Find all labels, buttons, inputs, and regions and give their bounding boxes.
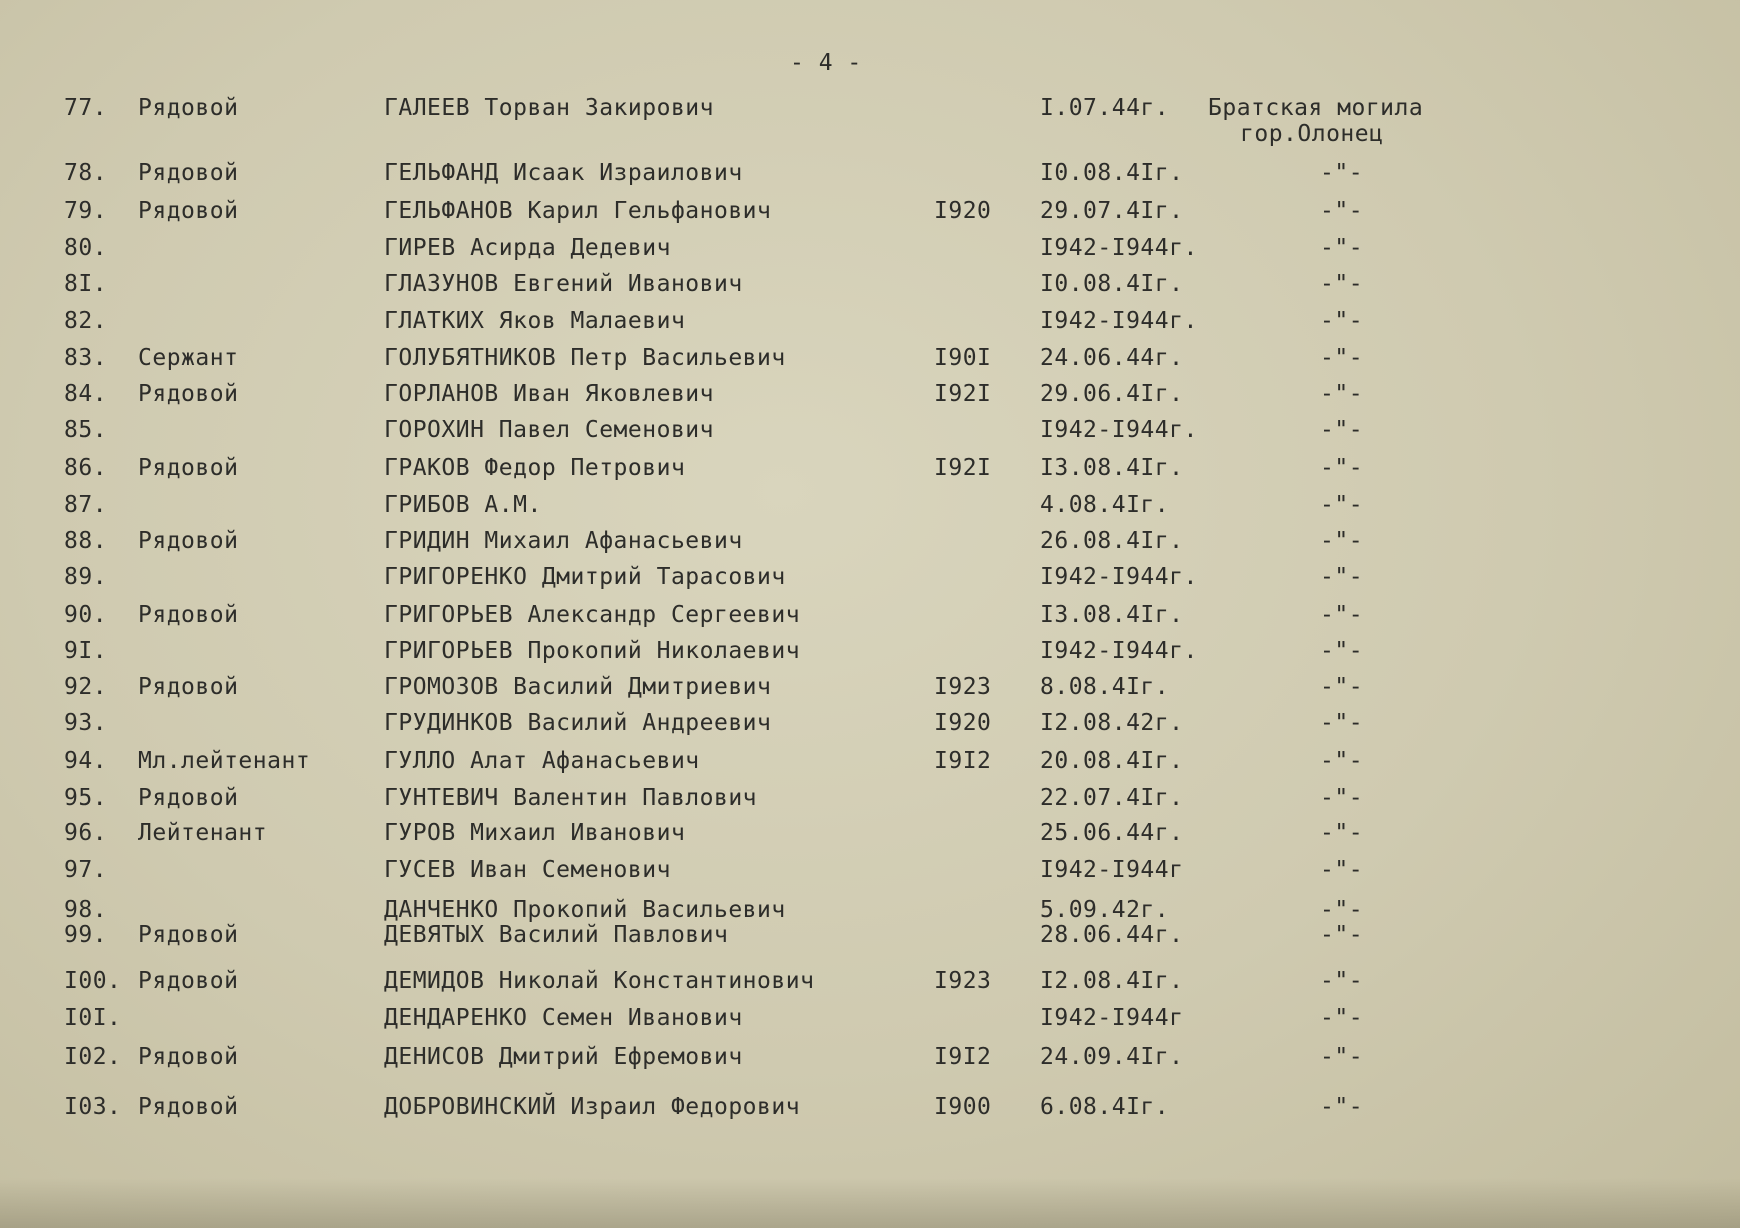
entry-name: ГРИГОРЬЕВ Александр Сергеевич [384, 602, 801, 628]
entry-burial-place-ditto: -"- [1320, 748, 1364, 774]
entry-name: ДЕВЯТЫХ Василий Павлович [384, 922, 729, 948]
entry-burial-place-ditto: -"- [1320, 857, 1364, 883]
entry-name: ГОРЛАНОВ Иван Яковлевич [384, 381, 714, 407]
list-item [0, 345, 1740, 375]
entry-name: ГАЛЕЕВ Торван Закирович [384, 95, 714, 121]
entry-burial-place-ditto: -"- [1320, 345, 1364, 371]
entry-death-date: I942-I944г. [1040, 564, 1198, 590]
entry-death-date: I0.08.4Iг. [1040, 160, 1184, 186]
list-item [0, 820, 1740, 850]
list-item [0, 198, 1740, 228]
entry-number: I02. [64, 1044, 122, 1070]
entry-number: I03. [64, 1094, 122, 1120]
list-item [0, 638, 1740, 668]
entry-number: 99. [64, 922, 108, 948]
entry-death-date: 26.08.4Iг. [1040, 528, 1184, 554]
entry-death-date: 20.08.4Iг. [1040, 748, 1184, 774]
entry-rank: Рядовой [138, 95, 239, 121]
list-item [0, 235, 1740, 265]
entry-birth-year: I923 [934, 968, 992, 994]
entry-number: 84. [64, 381, 108, 407]
entry-death-date: I0.08.4Iг. [1040, 271, 1184, 297]
entry-number: 89. [64, 564, 108, 590]
entry-rank: Рядовой [138, 1094, 239, 1120]
entry-name: ДАНЧЕНКО Прокопий Васильевич [384, 897, 786, 923]
entry-name: ГЛАТКИХ Яков Малаевич [384, 308, 686, 334]
entry-birth-year: I9I2 [934, 748, 992, 774]
entry-number: 98. [64, 897, 108, 923]
entry-name: ГЕЛЬФАНД Исаак Израилович [384, 160, 743, 186]
entry-number: 86. [64, 455, 108, 481]
entry-rank: Рядовой [138, 602, 239, 628]
entry-burial-place-ditto: -"- [1320, 922, 1364, 948]
list-item [0, 160, 1740, 190]
entry-death-date: I942-I944г. [1040, 638, 1198, 664]
entry-number: 85. [64, 417, 108, 443]
entry-burial-place-ditto: -"- [1320, 1044, 1364, 1070]
entry-rank: Рядовой [138, 922, 239, 948]
entry-burial-place-ditto: -"- [1320, 785, 1364, 811]
entry-name: ГЕЛЬФАНОВ Карил Гельфанович [384, 198, 772, 224]
entry-number: 97. [64, 857, 108, 883]
entry-burial-place-ditto: -"- [1320, 492, 1364, 518]
entry-death-date: 28.06.44г. [1040, 922, 1184, 948]
entry-name: ГРОМОЗОВ Василий Дмитриевич [384, 674, 772, 700]
list-item [0, 381, 1740, 411]
entry-number: 94. [64, 748, 108, 774]
entry-burial-place-ditto: -"- [1320, 308, 1364, 334]
entry-burial-place-ditto: -"- [1320, 674, 1364, 700]
entry-death-date: 4.08.4Iг. [1040, 492, 1170, 518]
entry-rank: Рядовой [138, 198, 239, 224]
entry-death-date: I3.08.4Iг. [1040, 602, 1184, 628]
entry-burial-place-ditto: -"- [1320, 897, 1364, 923]
entry-name: ГРИБОВ А.М. [384, 492, 542, 518]
entry-name: ГУЛЛО Алат Афанасьевич [384, 748, 700, 774]
entry-number: 92. [64, 674, 108, 700]
entry-birth-year: I900 [934, 1094, 992, 1120]
entry-death-date: 22.07.4Iг. [1040, 785, 1184, 811]
entry-name: ГРУДИНКОВ Василий Андреевич [384, 710, 772, 736]
entry-number: 87. [64, 492, 108, 518]
list-item [0, 271, 1740, 301]
entry-rank: Рядовой [138, 528, 239, 554]
entry-birth-year: I90I [934, 345, 992, 371]
entry-death-date: I.07.44г. [1040, 95, 1170, 121]
entry-name: ГРАКОВ Федор Петрович [384, 455, 686, 481]
entry-name: ГРИГОРЕНКО Дмитрий Тарасович [384, 564, 786, 590]
list-item [0, 710, 1740, 740]
list-item [0, 455, 1740, 485]
list-item [0, 564, 1740, 594]
entry-death-date: 5.09.42г. [1040, 897, 1170, 923]
list-item [0, 308, 1740, 338]
list-item [0, 748, 1740, 778]
entry-name: ДЕНДАРЕНКО Семен Иванович [384, 1005, 743, 1031]
entry-burial-place-ditto: -"- [1320, 710, 1364, 736]
entry-rank: Рядовой [138, 968, 239, 994]
list-item [0, 922, 1740, 952]
entry-burial-place-ditto: -"- [1320, 1094, 1364, 1120]
list-item [0, 1005, 1740, 1035]
entry-number: 8I. [64, 271, 108, 297]
list-item [0, 857, 1740, 887]
entry-burial-place-ditto: -"- [1320, 1005, 1364, 1031]
entry-number: 80. [64, 235, 108, 261]
entry-death-date: I942-I944г. [1040, 235, 1198, 261]
entry-death-date: I942-I944г [1040, 857, 1184, 883]
entry-name: ГЛАЗУНОВ Евгений Иванович [384, 271, 743, 297]
entry-birth-year: I923 [934, 674, 992, 700]
entry-burial-place-ditto: -"- [1320, 602, 1364, 628]
entry-burial-place-ditto: -"- [1320, 381, 1364, 407]
entry-number: 95. [64, 785, 108, 811]
entry-burial-place-ditto: -"- [1320, 564, 1364, 590]
entry-birth-year: I920 [934, 198, 992, 224]
entry-death-date: 25.06.44г. [1040, 820, 1184, 846]
entry-burial-place-ditto: -"- [1320, 417, 1364, 443]
entry-number: 90. [64, 602, 108, 628]
entry-rank: Рядовой [138, 381, 239, 407]
entry-number: I0I. [64, 1005, 122, 1031]
entry-burial-place-ditto: -"- [1320, 820, 1364, 846]
page-number: - 4 - [790, 50, 862, 76]
list-item [0, 417, 1740, 447]
entry-death-date: I942-I944г. [1040, 417, 1198, 443]
entry-rank: Сержант [138, 345, 239, 371]
entry-rank: Рядовой [138, 1044, 239, 1070]
page-bottom-edge [0, 1178, 1740, 1228]
list-item [0, 528, 1740, 558]
entry-death-date: 29.06.4Iг. [1040, 381, 1184, 407]
entry-name: ДОБРОВИНСКИЙ Израил Федорович [384, 1094, 801, 1120]
entry-number: 82. [64, 308, 108, 334]
entry-death-date: 29.07.4Iг. [1040, 198, 1184, 224]
entry-number: 77. [64, 95, 108, 121]
entry-death-date: I2.08.4Iг. [1040, 968, 1184, 994]
entry-burial-place-ditto: -"- [1320, 198, 1364, 224]
entry-number: 9I. [64, 638, 108, 664]
entry-death-date: I3.08.4Iг. [1040, 455, 1184, 481]
entry-burial-place-ditto: -"- [1320, 638, 1364, 664]
entry-death-date: I942-I944г [1040, 1005, 1184, 1031]
entry-name: ГУНТЕВИЧ Валентин Павлович [384, 785, 758, 811]
entry-burial-place-ditto: -"- [1320, 160, 1364, 186]
entry-number: 96. [64, 820, 108, 846]
entry-rank: Рядовой [138, 785, 239, 811]
entry-birth-year: I92I [934, 381, 992, 407]
entry-number: 83. [64, 345, 108, 371]
entry-name: ГРИГОРЬЕВ Прокопий Николаевич [384, 638, 801, 664]
entry-birth-year: I920 [934, 710, 992, 736]
entry-number: 93. [64, 710, 108, 736]
entry-name: ДЕНИСОВ Дмитрий Ефремович [384, 1044, 743, 1070]
entry-death-date: I2.08.42г. [1040, 710, 1184, 736]
entry-name: ДЕМИДОВ Николай Константинович [384, 968, 815, 994]
list-item [0, 1044, 1740, 1074]
entry-burial-place-ditto: -"- [1320, 235, 1364, 261]
entry-name: ГУСЕВ Иван Семенович [384, 857, 671, 883]
entry-name: ГУРОВ Михаил Иванович [384, 820, 686, 846]
entry-death-date: 24.06.44г. [1040, 345, 1184, 371]
list-item [0, 968, 1740, 998]
entry-birth-year: I92I [934, 455, 992, 481]
entry-burial-place-ditto: -"- [1320, 271, 1364, 297]
entry-number: 78. [64, 160, 108, 186]
entry-birth-year: I9I2 [934, 1044, 992, 1070]
entry-number: 88. [64, 528, 108, 554]
burial-place-line-2: гор.Олонец [1240, 121, 1384, 147]
entry-burial-place [1208, 95, 1423, 147]
entry-number: 79. [64, 198, 108, 224]
entry-rank: Мл.лейтенант [138, 748, 311, 774]
entry-burial-place-ditto: -"- [1320, 968, 1364, 994]
entry-rank: Рядовой [138, 455, 239, 481]
burial-place-line-1: Братская могила [1208, 95, 1424, 121]
list-item [0, 1094, 1740, 1124]
entry-rank: Лейтенант [138, 820, 268, 846]
entry-rank: Рядовой [138, 160, 239, 186]
entry-burial-place-ditto: -"- [1320, 455, 1364, 481]
entry-name: ГРИДИН Михаил Афанасьевич [384, 528, 743, 554]
entry-rank: Рядовой [138, 674, 239, 700]
entry-death-date: 8.08.4Iг. [1040, 674, 1170, 700]
list-item [0, 492, 1740, 522]
entry-death-date: I942-I944г. [1040, 308, 1198, 334]
entry-name: ГОРОХИН Павел Семенович [384, 417, 714, 443]
entry-burial-place-ditto: -"- [1320, 528, 1364, 554]
list-item [0, 602, 1740, 632]
entry-death-date: 24.09.4Iг. [1040, 1044, 1184, 1070]
list-item [0, 785, 1740, 815]
entry-name: ГОЛУБЯТНИКОВ Петр Васильевич [384, 345, 786, 371]
entry-death-date: 6.08.4Iг. [1040, 1094, 1170, 1120]
list-item [0, 95, 1740, 147]
entry-name: ГИРЕВ Асирда Дедевич [384, 235, 671, 261]
list-item [0, 674, 1740, 704]
entry-number: I00. [64, 968, 122, 994]
